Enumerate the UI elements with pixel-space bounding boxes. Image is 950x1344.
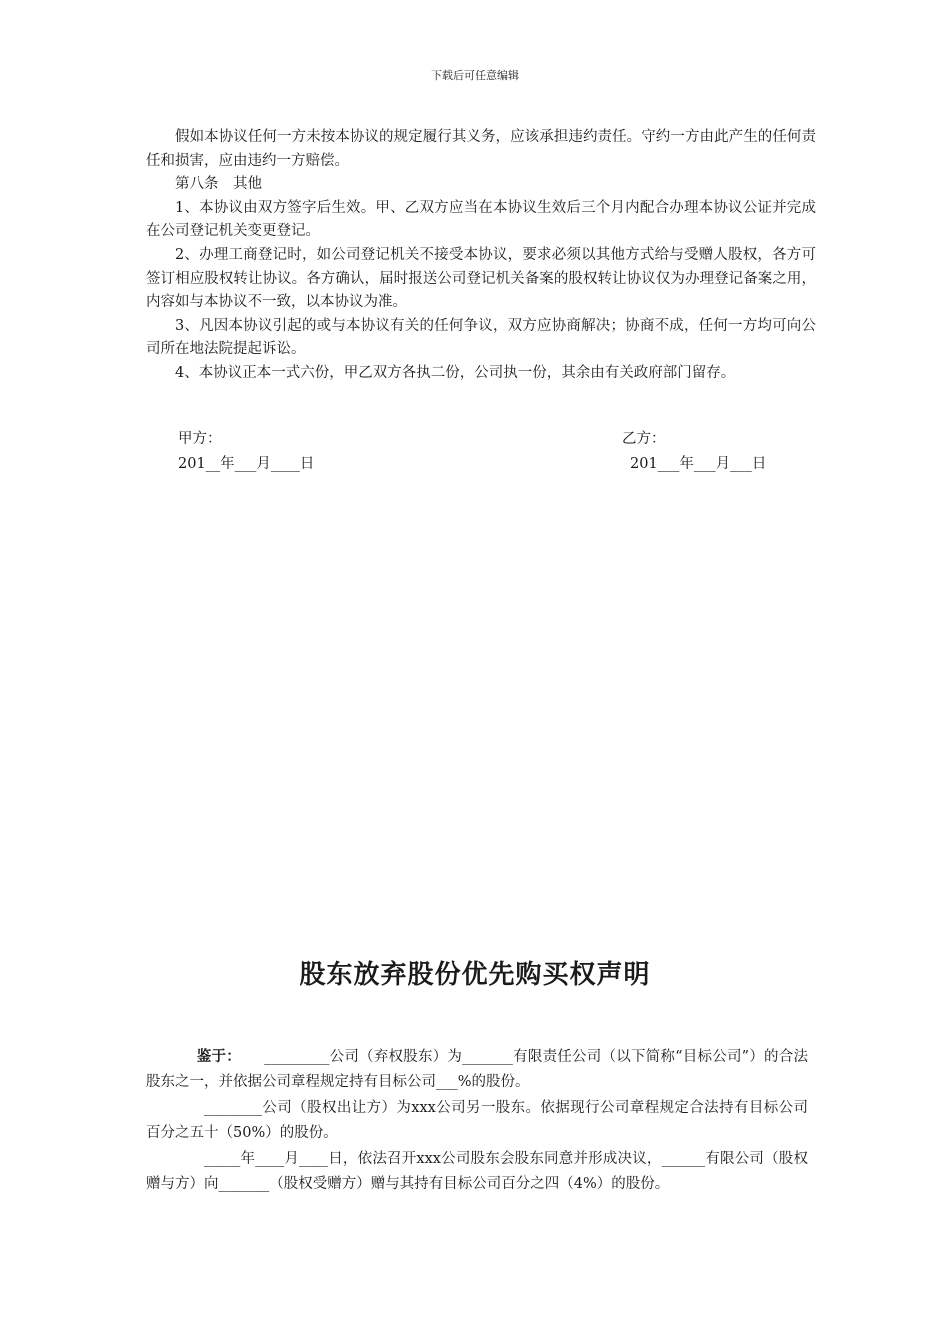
clause-1: 1、本协议由双方签字后生效。甲、乙双方应当在本协议生效后三个月内配合办理本协议公证并完成在公司登记机关变更登记。	[146, 199, 816, 240]
clause-2: 2、办理工商登记时，如公司登记机关不接受本协议，要求必须以其他方式给与受赠人股权，各方可签订相应股权转让协议。各方确认，届时报送公司登记机关备案的股权转让协议仅为办理登记备案之用，内容如与本协议不一致，以本协议为准。	[146, 246, 816, 311]
party-b-date: 201___年___月___日	[630, 456, 767, 472]
whereas-paragraph-2: ________公司（股权出让方）为xxx公司另一股东。依据现行公司章程规定合法持有目标公司百分之五十（50%）的股份。	[146, 1099, 808, 1142]
clause-3: 3、凡因本协议引起的或与本协议有关的任何争议，双方应协商解决；协商不成，任何一方均可向公司所在地法院提起诉讼。	[146, 317, 816, 358]
whereas-paragraph-3: _____年____月____日，依法召开xxx公司股东会股东同意并形成决议，______有限公司（股权赠与方）向_______（股权受赠方）赠与其持有目标公司百分之四（4%）的股份。	[146, 1150, 808, 1193]
whereas-label: 鉴于：	[196, 1048, 241, 1065]
breach-paragraph: 假如本协议任何一方未按本协议的规定履行其义务，应该承担违约责任。守约一方由此产生的任何责任和损害，应由违约一方赔偿。	[146, 129, 816, 169]
party-a-date: 201__年___月____日	[178, 456, 315, 472]
declaration-title: 股东放弃股份优先购买权声明	[299, 960, 651, 990]
clause-4: 4、本协议正本一式六份，甲乙双方各执二份，公司执一份，其余由有关政府部门留存。	[175, 364, 736, 381]
whereas-paragraph-1	[146, 1044, 808, 1096]
article-eight-heading: 第八条 其他	[175, 176, 262, 193]
page-header-note: 下载后可任意编辑	[431, 69, 519, 82]
agreement-body	[146, 126, 816, 386]
party-b-label: 乙方：	[622, 431, 666, 447]
party-a-label: 甲方：	[178, 431, 222, 447]
whereas-text-1: _________公司（弃权股东）为_______有限责任公司（以下简称“目标公司”）的合法股东之一，并依据公司章程规定持有目标公司___%的股份。	[146, 1049, 809, 1091]
declaration-body	[146, 1044, 808, 1197]
